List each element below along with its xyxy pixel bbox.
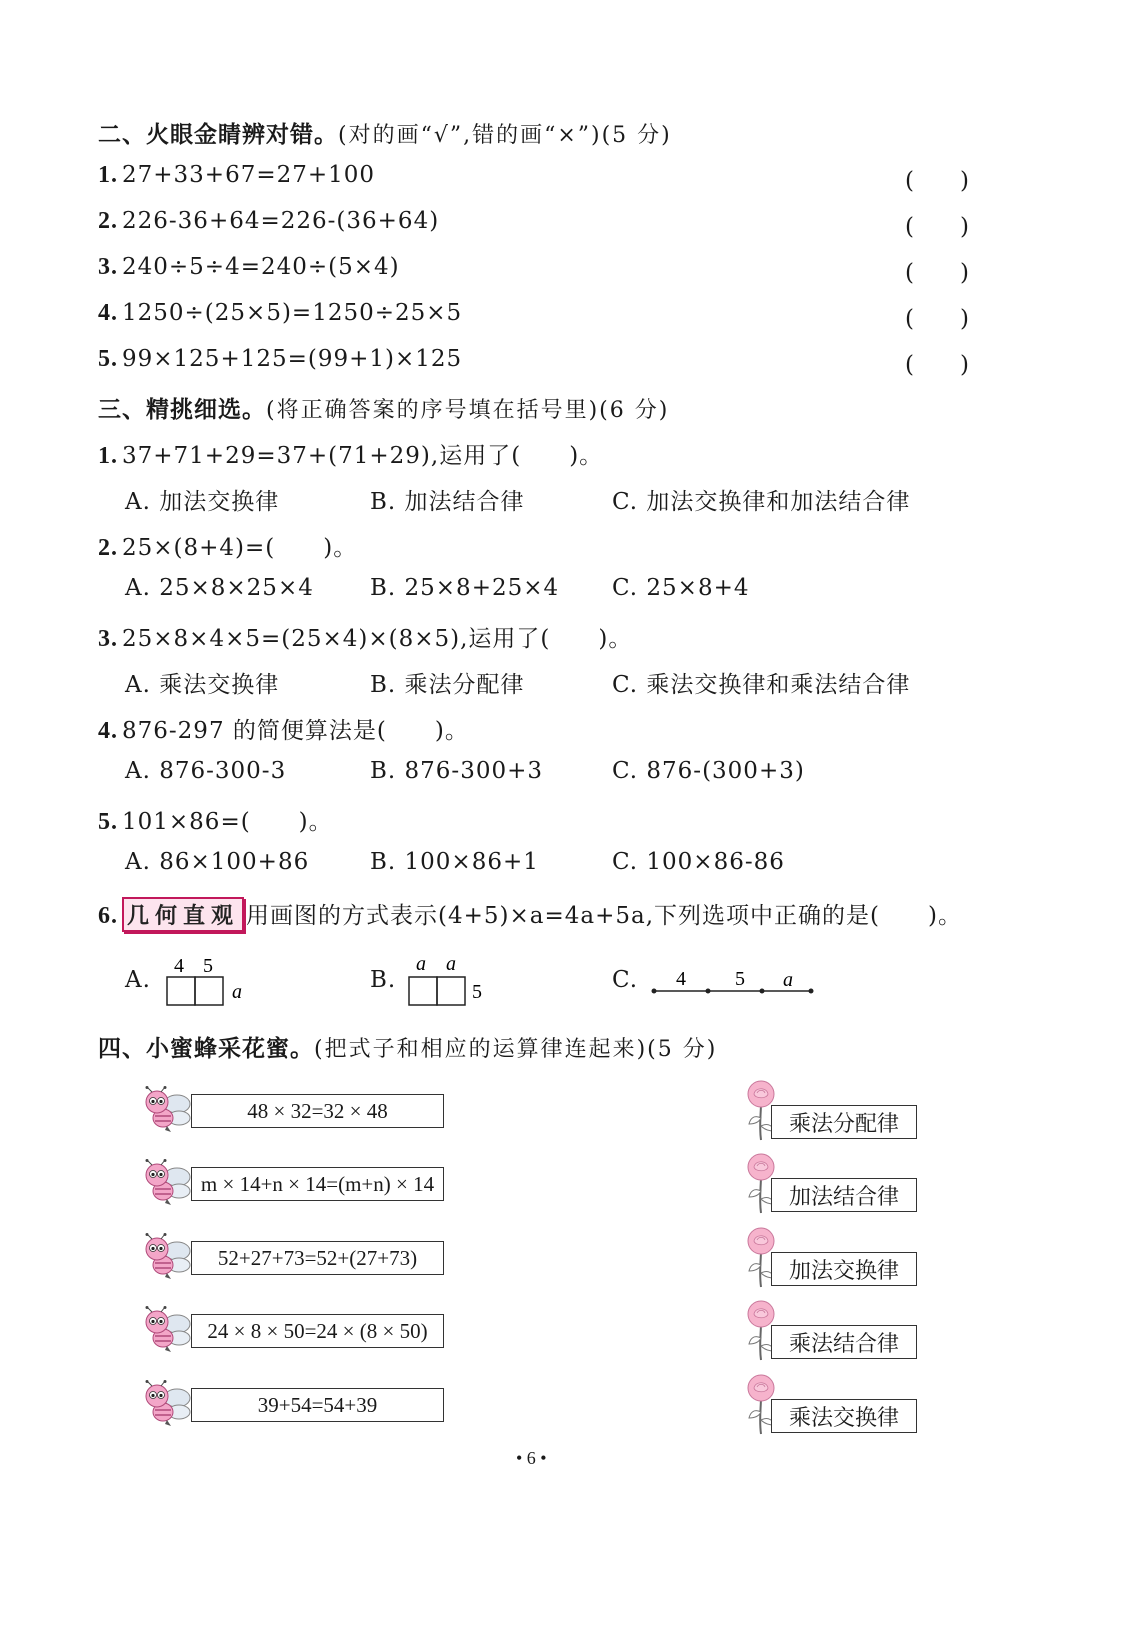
option-6c-label[interactable]: C. xyxy=(612,967,639,993)
option-3c[interactable]: C. 乘法交换律和乘法结合律 xyxy=(612,672,911,698)
section4-title: 四、小蜜蜂采花蜜。 xyxy=(98,1036,314,1062)
option-2a[interactable]: A. 25×8×25×4 xyxy=(125,575,314,601)
option-5c[interactable]: C. 100×86-86 xyxy=(612,849,785,875)
law-box[interactable]: 加法结合律 xyxy=(771,1178,917,1212)
answer-blank-1[interactable]: ( ) xyxy=(905,168,969,194)
section3-heading xyxy=(98,391,669,424)
option-6b-diagram[interactable] xyxy=(402,952,497,1012)
option-5b[interactable]: B. 100×86+1 xyxy=(370,849,539,875)
option-1c[interactable]: C. 加法交换律和加法结合律 xyxy=(612,489,911,515)
law-box[interactable]: 加法交换律 xyxy=(771,1252,917,1286)
item-number: 2. xyxy=(98,208,118,234)
option-1a[interactable]: A. 加法交换律 xyxy=(125,489,280,515)
question-number: 5. xyxy=(98,809,118,835)
law-box[interactable]: 乘法分配律 xyxy=(771,1105,917,1139)
formula-box[interactable]: 39+54=54+39 xyxy=(191,1388,444,1422)
bee-icon xyxy=(137,1233,193,1287)
formula-box[interactable]: 52+27+73=52+(27+73) xyxy=(191,1241,444,1275)
answer-blank-2[interactable]: ( ) xyxy=(905,214,969,240)
choice-question-5 xyxy=(98,803,333,836)
item-text: 27+33+67=27+100 xyxy=(122,162,376,188)
bee-icon xyxy=(137,1086,193,1140)
item-number: 4. xyxy=(98,300,118,326)
option-6b-label[interactable]: B. xyxy=(370,967,397,993)
option-2c[interactable]: C. 25×8+4 xyxy=(612,575,750,601)
page-number: • 6 • xyxy=(516,1448,547,1468)
item-text: 240÷5÷4=240÷(5×4) xyxy=(122,254,400,280)
question-text: 25×(8+4)=( )。 xyxy=(122,535,358,561)
diagram-rect xyxy=(409,977,437,1005)
segment-point xyxy=(760,989,765,994)
option-6a-label[interactable]: A. xyxy=(125,967,151,993)
section2-title: 二、火眼金睛辨对错。 xyxy=(98,122,338,148)
option-5a[interactable]: A. 86×100+86 xyxy=(125,849,310,875)
diagram-label: 4 xyxy=(174,955,184,977)
question-number: 2. xyxy=(98,535,118,561)
item-number: 5. xyxy=(98,346,118,372)
item-number: 3. xyxy=(98,254,118,280)
option-4a[interactable]: A. 876-300-3 xyxy=(125,758,287,784)
section3-note: (将正确答案的序号填在括号里)(6 分) xyxy=(266,398,670,423)
judge-item-5 xyxy=(98,346,462,373)
segment-label: a xyxy=(783,969,793,991)
section2-note: (对的画“√”,错的画“×”)(5 分) xyxy=(338,123,672,148)
option-3b[interactable]: B. 乘法分配律 xyxy=(370,672,525,698)
judge-item-1 xyxy=(98,162,375,189)
answer-blank-4[interactable]: ( ) xyxy=(905,306,969,332)
question-text: 876-297 的简便算法是( )。 xyxy=(122,718,469,744)
item-number: 1. xyxy=(98,162,118,188)
question-number: 6. xyxy=(98,903,118,929)
law-box[interactable]: 乘法结合律 xyxy=(771,1325,917,1359)
section4-note: (把式子和相应的运算律连起来)(5 分) xyxy=(314,1037,718,1062)
formula-box[interactable]: 24 × 8 × 50=24 × (8 × 50) xyxy=(191,1314,444,1348)
option-1b[interactable]: B. 加法结合律 xyxy=(370,489,525,515)
question-number: 4. xyxy=(98,718,118,744)
segment-point xyxy=(809,989,814,994)
question-text: 37+71+29=37+(71+29),运用了( )。 xyxy=(122,443,604,469)
item-text: 226-36+64=226-(36+64) xyxy=(122,208,440,234)
diagram-label: a xyxy=(416,953,426,975)
diagram-label: a xyxy=(446,953,456,975)
option-2b[interactable]: B. 25×8+25×4 xyxy=(370,575,560,601)
section4-heading xyxy=(98,1030,717,1063)
bee-icon xyxy=(137,1159,193,1213)
law-box[interactable]: 乘法交换律 xyxy=(771,1399,917,1433)
judge-item-4 xyxy=(98,300,462,327)
option-3a[interactable]: A. 乘法交换律 xyxy=(125,672,280,698)
choice-question-2 xyxy=(98,529,357,562)
formula-box[interactable]: 48 × 32=32 × 48 xyxy=(191,1094,444,1128)
geometry-intuition-tag: 几何直观 xyxy=(122,897,244,932)
option-4c[interactable]: C. 876-(300+3) xyxy=(612,758,805,784)
segment-point xyxy=(706,989,711,994)
choice-question-4 xyxy=(98,712,469,745)
question-text: 用画图的方式表示(4+5)×a=4a+5a,下列选项中正确的是( )。 xyxy=(246,903,962,929)
diagram-rect xyxy=(167,977,195,1005)
option-6c-diagram[interactable] xyxy=(648,955,823,1000)
question-number: 1. xyxy=(98,443,118,469)
diagram-label: 5 xyxy=(472,981,482,1003)
option-4b[interactable]: B. 876-300+3 xyxy=(370,758,543,784)
section2-heading xyxy=(98,116,672,149)
diagram-label: a xyxy=(232,981,242,1003)
bee-icon xyxy=(137,1380,193,1434)
answer-blank-5[interactable]: ( ) xyxy=(905,352,969,378)
section3-title: 三、精挑细选。 xyxy=(98,397,266,423)
diagram-rect xyxy=(437,977,465,1005)
item-text: 99×125+125=(99+1)×125 xyxy=(122,346,463,372)
diagram-rect xyxy=(195,977,223,1005)
judge-item-2 xyxy=(98,208,439,235)
bee-icon xyxy=(137,1306,193,1360)
formula-box[interactable]: m × 14+n × 14=(m+n) × 14 xyxy=(191,1167,444,1201)
choice-question-6 xyxy=(98,897,962,932)
segment-label: 4 xyxy=(676,968,686,990)
option-6a-diagram[interactable] xyxy=(160,952,255,1012)
segment-label: 5 xyxy=(735,968,745,990)
diagram-label: 5 xyxy=(203,955,213,977)
question-text: 101×86=( )。 xyxy=(122,809,333,835)
segment-point xyxy=(652,989,657,994)
choice-question-1 xyxy=(98,437,603,470)
question-number: 3. xyxy=(98,626,118,652)
choice-question-3 xyxy=(98,620,632,653)
question-text: 25×8×4×5=(25×4)×(8×5),运用了( )。 xyxy=(122,626,633,652)
answer-blank-3[interactable]: ( ) xyxy=(905,260,969,286)
item-text: 1250÷(25×5)=1250÷25×5 xyxy=(122,300,463,326)
judge-item-3 xyxy=(98,254,400,281)
